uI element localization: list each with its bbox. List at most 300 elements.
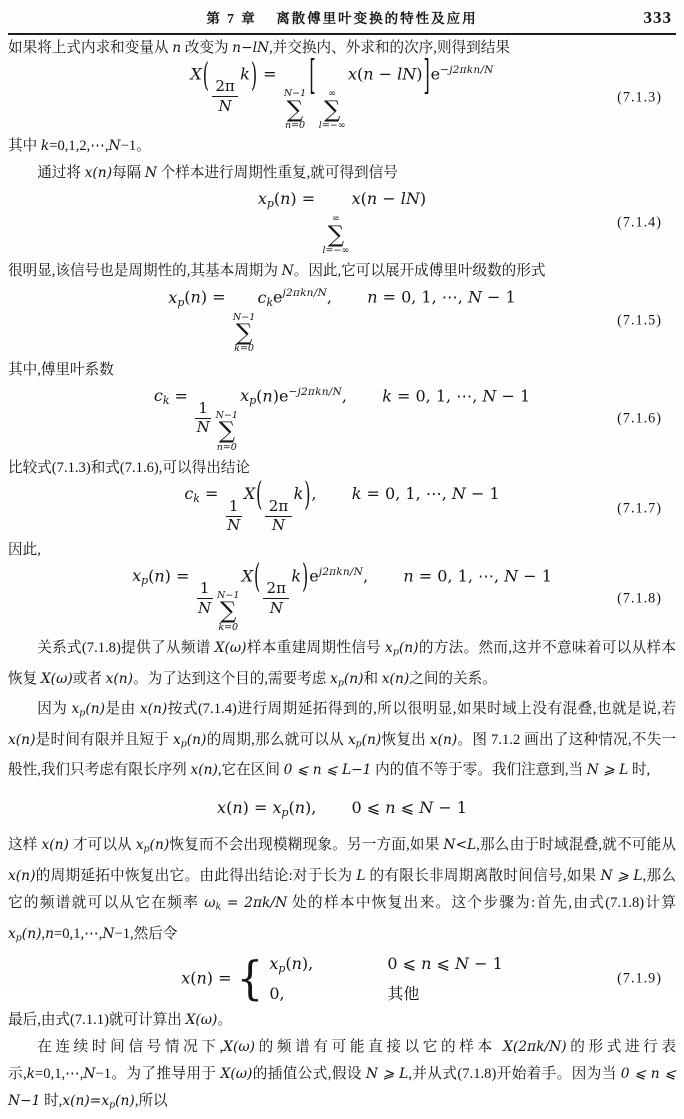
sigma-icon: ∑ xyxy=(324,96,341,123)
math-text: x xyxy=(351,189,361,209)
sigma-icon: ∑ xyxy=(220,598,237,625)
paragraph xyxy=(8,537,676,564)
big-delimiter-icon: ( xyxy=(202,54,209,94)
math-roman: ) xyxy=(419,189,427,209)
math-roman: ⩽ xyxy=(431,954,456,974)
math-text: ∞ xyxy=(328,88,337,100)
equation-body xyxy=(154,386,530,453)
chapter-label: 第 7 章 xyxy=(206,11,257,26)
math-roman: ) = xyxy=(206,968,237,988)
sigma-icon: ∑ xyxy=(235,319,253,346)
big-delimiter-icon: ] xyxy=(423,50,430,98)
math-text: n − lN xyxy=(363,64,417,84)
math-text: N xyxy=(102,925,115,942)
text-run: ,那么它的频谱就可以从它在频率 xyxy=(8,868,676,912)
math-text: xp xyxy=(132,566,149,588)
text-run: 其中 xyxy=(8,138,41,155)
math-roman: ( xyxy=(285,954,292,974)
math-roman: ( xyxy=(360,189,367,209)
cases-cell xyxy=(387,983,419,1005)
equation-number: (7.1.9) xyxy=(617,970,662,987)
equation-number: (7.1.4) xyxy=(617,214,662,231)
sigma-icon: ∑ xyxy=(327,221,345,248)
text-run: 的周期延拓中恢复出它。由此得出结论:对于长为 xyxy=(35,868,357,885)
chapter-title: 离散傅里叶变换的特性及应用 xyxy=(276,11,478,26)
math-roman: ( xyxy=(288,797,295,817)
math-roman: ( xyxy=(256,386,263,406)
math-roman: ) = xyxy=(200,287,231,307)
math-text: N−1 xyxy=(283,88,307,100)
text-run: 。因此,它可以展开成傅里叶级数的形式 xyxy=(293,263,546,280)
equation-body xyxy=(184,473,500,535)
paragraph xyxy=(8,133,676,160)
paragraph xyxy=(8,160,676,187)
math-text: X xyxy=(190,64,202,84)
paragraph xyxy=(8,1007,676,1034)
math-text: N−1 xyxy=(217,589,240,601)
math-roman: e xyxy=(430,64,441,84)
math-text: n xyxy=(280,189,291,209)
math-text: ck xyxy=(257,287,274,309)
math-text: N xyxy=(455,954,470,974)
paragraph xyxy=(8,696,676,784)
text-run: 才可以从 xyxy=(68,837,136,854)
math-roman: = 0, 1, ⋯, xyxy=(377,287,468,307)
equation xyxy=(8,953,676,1005)
equation-number: (7.1.7) xyxy=(617,500,662,517)
math-text: N xyxy=(467,287,482,307)
big-delimiter-icon: ( xyxy=(256,473,263,513)
subscript: p xyxy=(15,932,22,944)
text-run: 是由 xyxy=(104,701,140,718)
math-roman: 2π xyxy=(268,496,289,515)
math-text: ck xyxy=(184,483,200,505)
math-text: x(n) xyxy=(190,762,218,779)
math-roman: ( xyxy=(273,189,281,209)
equation-body xyxy=(217,798,467,819)
math-text: N xyxy=(451,483,466,503)
math-text: L xyxy=(356,868,366,885)
math-roman: ( xyxy=(226,797,233,817)
text-run: −1。 xyxy=(120,138,151,155)
equation xyxy=(8,556,676,633)
math-roman: 1 xyxy=(198,398,208,417)
math-roman: , xyxy=(326,287,332,307)
math-text: xp(n) xyxy=(347,731,382,750)
math-text: n xyxy=(367,287,378,307)
math-roman: ⩽ xyxy=(395,797,420,817)
denominator xyxy=(272,517,285,535)
math-text: N xyxy=(83,1066,96,1083)
text-run: 比较式(7.1.3)和式(7.1.6),可以得出结论 xyxy=(8,459,250,476)
math-text: xp xyxy=(168,287,185,309)
math-roman: , xyxy=(311,483,317,503)
subscript: k xyxy=(162,394,170,408)
math-text: k=0 xyxy=(234,343,254,355)
math-text: x(n) xyxy=(105,670,134,687)
denominator xyxy=(198,599,211,617)
subscript: p xyxy=(337,677,344,689)
subscript: p xyxy=(177,295,185,309)
math-text: xp xyxy=(272,797,289,819)
math-text: X(ω) xyxy=(214,639,247,656)
page-number: 333 xyxy=(643,8,672,27)
text-run: 的插值公式,假设 xyxy=(252,1066,366,1083)
subscript: p xyxy=(278,962,286,976)
math-text: N ⩾ L xyxy=(365,1066,409,1083)
cases-group xyxy=(237,953,503,1005)
equation-body xyxy=(168,287,515,354)
math-text: N xyxy=(144,165,157,182)
math-text: N−1 xyxy=(215,409,238,421)
math-roman: − 1 xyxy=(496,386,531,406)
text-run: ,并交换内、外求和的次序,则得到结果 xyxy=(269,40,510,56)
document-body xyxy=(8,35,676,1119)
fraction xyxy=(195,400,211,437)
math-text: n xyxy=(196,968,207,988)
text-run: −1,然后令 xyxy=(114,925,178,942)
math-text: N xyxy=(196,418,210,437)
paragraph xyxy=(8,1034,676,1119)
math-roman: ( xyxy=(148,566,155,586)
math-roman: , xyxy=(341,386,348,406)
subscript: p xyxy=(249,394,257,408)
math-roman: = 0, 1, ⋯, xyxy=(391,386,483,406)
math-roman: − 1 xyxy=(469,954,503,974)
math-text: xp(n) xyxy=(172,731,207,750)
math-roman: , xyxy=(363,566,369,586)
math-text: k xyxy=(40,138,50,155)
math-roman: ( xyxy=(184,287,191,307)
text-run: 。图 7.1.2 画出了这种情况,不失一般性,我们只考虑有限长序列 xyxy=(8,731,676,779)
text-run: 是时间有限并且短于 xyxy=(35,731,173,748)
math-text: j2πkn/N xyxy=(282,287,327,300)
sigma-icon: ∑ xyxy=(218,418,235,445)
math-text: n xyxy=(232,797,243,817)
numerator xyxy=(197,580,213,599)
math-text: x(n) xyxy=(8,731,36,748)
math-text: n xyxy=(190,287,201,307)
math-text: X(ω) xyxy=(220,1066,253,1083)
math-roman: − 1 xyxy=(518,566,552,586)
equation-number: (7.1.3) xyxy=(617,89,662,106)
math-text: n xyxy=(291,954,302,974)
fraction xyxy=(263,580,289,617)
equation-number: (7.1.6) xyxy=(617,410,662,427)
math-text: n=0 xyxy=(216,441,237,453)
math-roman: ) = xyxy=(164,566,195,586)
math-text: xp(n) xyxy=(135,837,170,856)
big-delimiter-icon: ) xyxy=(304,473,311,513)
math-text: xp(n) xyxy=(385,639,419,658)
math-text: X(ω) xyxy=(40,670,73,687)
text-run: 因为 xyxy=(37,701,72,718)
math-roman: = xyxy=(258,64,282,84)
paragraph xyxy=(8,832,676,951)
math-roman: − 1 xyxy=(465,483,500,503)
text-run: 样本重建周期性信号 xyxy=(246,639,386,656)
text-run: ,那么由于时域混叠,就不可能从 xyxy=(476,837,676,854)
math-text: l=−∞ xyxy=(318,119,346,131)
math-text: n xyxy=(172,40,182,56)
math-roman: )e xyxy=(272,386,289,406)
text-run: 恢复而不会出现模糊现象。另一方面,如果 xyxy=(169,837,444,854)
text-run: 个样本进行周期性重复,就可得到信号 xyxy=(157,165,398,182)
text-run: 改变为 xyxy=(181,40,233,56)
math-roman: ) xyxy=(416,64,423,84)
math-roman: ), xyxy=(301,954,314,974)
math-text: X xyxy=(243,483,256,503)
math-text: N xyxy=(482,386,497,406)
subscript: p xyxy=(141,574,149,588)
text-run: 因此, xyxy=(8,541,41,558)
math-text: x(n) xyxy=(84,165,113,182)
subscript: p xyxy=(281,806,289,819)
paragraph xyxy=(8,35,676,62)
text-run: 或者 xyxy=(72,670,106,687)
math-roman: 0, xyxy=(269,984,285,1004)
math-text: N xyxy=(108,138,121,155)
text-run: 按式(7.1.4)进行周期延拓得到的,所以很明显,如果时域上没有混叠,也就是说,若 xyxy=(167,701,676,718)
math-roman: ( xyxy=(356,64,364,84)
big-delimiter-icon: [ xyxy=(309,50,316,98)
denominator xyxy=(270,599,283,617)
denominator xyxy=(197,419,210,437)
cases-cell xyxy=(387,953,502,980)
math-roman: = xyxy=(199,483,224,503)
equation xyxy=(8,189,676,256)
math-text: n xyxy=(154,566,165,586)
math-roman: ), xyxy=(305,797,317,817)
text-run: 内的值不等于零。我们注意到,当 xyxy=(371,762,587,779)
math-text: x(n) xyxy=(429,731,458,748)
math-text: k xyxy=(382,386,392,406)
subscript: k xyxy=(215,901,222,913)
math-roman: 0 ⩽ xyxy=(387,954,422,974)
fraction xyxy=(265,498,291,535)
equation xyxy=(8,473,676,535)
math-text: n=0 xyxy=(284,119,306,131)
denominator xyxy=(218,97,231,115)
equation-body xyxy=(181,953,503,1005)
text-run: 最后,由式(7.1.1)就可计算出 xyxy=(8,1012,186,1029)
math-text: j2πkn/N xyxy=(318,565,364,578)
text-run: 的方法。然而,这并不意味着可以从样本恢复 xyxy=(8,639,677,687)
fraction xyxy=(197,580,213,617)
text-run: =0,1,2,⋯, xyxy=(49,138,109,155)
big-delimiter-icon: ( xyxy=(253,556,261,596)
equation-number: (7.1.8) xyxy=(617,590,662,607)
math-roman: ( xyxy=(190,968,197,988)
subscript: k xyxy=(266,295,274,309)
text-run: 很明显,该信号也是周期性的,其基本周期为 xyxy=(8,263,282,280)
equation-body xyxy=(132,556,552,633)
math-text: x xyxy=(217,797,227,817)
summation xyxy=(217,591,239,633)
summation xyxy=(284,89,306,131)
math-text: 0 ⩽ n ⩽ N−1 xyxy=(8,1066,676,1110)
math-text: xp xyxy=(269,954,286,976)
math-text: −j2πkn/N xyxy=(440,64,494,76)
math-text: X xyxy=(241,566,253,586)
math-roman: = 0, 1, ⋯, xyxy=(361,483,452,503)
numerator xyxy=(263,580,289,599)
subscript: k xyxy=(193,491,200,505)
math-text: N xyxy=(271,516,286,535)
cases-rows xyxy=(269,953,502,1005)
math-roman: 2π xyxy=(266,578,286,597)
text-run: 时, xyxy=(40,1093,63,1110)
math-text: n xyxy=(403,566,414,586)
subscript: p xyxy=(109,1100,116,1112)
cases-cell xyxy=(269,953,387,980)
numerator xyxy=(226,498,242,517)
subscript: p xyxy=(180,738,187,750)
text-run: 的频谱有可能直接以它的样本 xyxy=(255,1039,504,1056)
header-title-group xyxy=(82,7,602,27)
numerator xyxy=(195,400,211,419)
math-roman: 2π xyxy=(215,77,235,96)
math-text: N xyxy=(227,516,241,535)
math-text: ωk = 2πk/N xyxy=(204,895,288,913)
sigma-icon: ∑ xyxy=(286,96,304,123)
math-text: xp(n) xyxy=(71,701,105,719)
math-text: N ⩾ L xyxy=(600,868,643,885)
math-text: x(n) xyxy=(381,670,410,687)
math-roman: 0 ⩽ xyxy=(351,797,386,817)
text-run: 恢复出 xyxy=(381,731,430,748)
text-run: 如果将上式内求和变量从 xyxy=(8,40,173,56)
text-run: 这样 xyxy=(8,837,42,854)
paragraph xyxy=(8,258,676,285)
equation-body xyxy=(190,50,494,131)
subscript: p xyxy=(355,738,362,750)
text-run: 之间的关系。 xyxy=(409,670,497,687)
summation xyxy=(233,313,255,355)
text-run: 和 xyxy=(363,670,382,687)
text-run: =0,1,⋯, xyxy=(54,925,103,942)
math-text: k xyxy=(293,483,304,503)
math-text: xp(n) xyxy=(330,670,364,689)
paragraph xyxy=(8,455,676,482)
math-roman: ) = xyxy=(242,797,273,817)
math-roman: 其他 xyxy=(387,984,420,1004)
equation-number: (7.1.5) xyxy=(617,312,662,329)
math-text: N−1 xyxy=(232,311,256,323)
math-text: l=−∞ xyxy=(322,244,350,256)
text-run: 每隔 xyxy=(112,165,145,182)
math-text: x(n) xyxy=(139,701,168,718)
math-text: X(ω) xyxy=(223,1039,256,1056)
math-text: N xyxy=(281,263,294,280)
math-roman: 1 xyxy=(199,578,210,597)
text-run: 通过将 xyxy=(37,165,85,182)
math-text: ∞ xyxy=(331,213,340,225)
math-text: k xyxy=(291,566,302,586)
math-roman: e xyxy=(273,287,283,307)
math-roman: = 0, 1, ⋯, xyxy=(413,566,505,586)
math-roman: = xyxy=(169,386,194,406)
subscript: p xyxy=(392,646,399,658)
numerator xyxy=(212,78,238,97)
equation xyxy=(8,50,676,131)
math-text: k xyxy=(240,64,250,84)
cases-row xyxy=(269,983,502,1005)
text-run: 。为了达到这个目的,需要考虑 xyxy=(133,670,331,687)
math-text: N<L xyxy=(443,837,477,854)
text-run: 。 xyxy=(217,1012,233,1029)
text-run: 在连续时间信号情况下, xyxy=(37,1039,224,1056)
text-run: , xyxy=(41,925,46,942)
text-run: 的形式进行表示, xyxy=(8,1039,676,1083)
math-text: N xyxy=(419,797,434,817)
equation xyxy=(8,786,676,830)
subscript: p xyxy=(266,197,274,211)
summation xyxy=(322,214,349,256)
paragraph xyxy=(8,635,676,696)
text-run: 时, xyxy=(628,762,651,779)
math-roman: − 1 xyxy=(481,287,516,307)
text-run: =0,1,⋯, xyxy=(35,1066,84,1083)
math-text: ck xyxy=(153,386,170,408)
math-text: 0 ⩽ n ⩽ L−1 xyxy=(283,762,372,779)
math-roman: ) = xyxy=(290,189,321,209)
math-text: n − lN xyxy=(366,189,420,209)
math-text: n xyxy=(294,797,306,817)
math-text: n xyxy=(262,386,273,406)
text-run: 其中,傅里叶系数 xyxy=(8,361,114,378)
brace-icon: { xyxy=(236,952,264,1006)
math-text: k xyxy=(351,483,362,503)
fraction xyxy=(226,498,242,535)
summation xyxy=(216,411,238,453)
equation-body xyxy=(258,189,426,256)
math-text: xp xyxy=(257,189,274,211)
math-text: −j2πkn/N xyxy=(288,385,342,398)
math-roman: − 1 xyxy=(433,797,467,817)
text-run: 的周期,那么就可以从 xyxy=(206,731,348,748)
subscript: p xyxy=(143,844,150,856)
paragraph xyxy=(8,357,676,384)
math-roman: 1 xyxy=(228,496,239,515)
math-text: N xyxy=(218,96,232,115)
equation xyxy=(8,386,676,453)
math-text: n xyxy=(45,925,55,942)
math-text: N ⩾ L xyxy=(586,762,629,779)
text-run: ,所以 xyxy=(134,1093,168,1110)
big-delimiter-icon: ) xyxy=(250,54,258,94)
math-text: X(2πk/N) xyxy=(503,1039,567,1056)
math-text: x(n)=xp(n) xyxy=(62,1093,135,1112)
math-text: N xyxy=(504,566,519,586)
denominator xyxy=(227,517,240,535)
fraction xyxy=(212,78,238,115)
subscript: p xyxy=(79,707,86,719)
text-run: 的有限长非周期离散时间信号,如果 xyxy=(365,868,601,885)
math-text: n−lN xyxy=(232,40,270,56)
text-run: 处的样本中恢复出来。这个步骤为:首先,由式(7.1.8)计算 xyxy=(287,895,677,912)
math-text: N xyxy=(269,598,283,617)
math-text: k xyxy=(26,1066,36,1083)
cases-row xyxy=(269,953,502,980)
math-text: x xyxy=(181,968,191,988)
big-delimiter-icon: ) xyxy=(302,556,309,596)
equation xyxy=(8,287,676,354)
math-text: xp xyxy=(240,386,257,408)
text-run: ,并从式(7.1.8)开始着手。因为当 xyxy=(408,1066,621,1083)
math-text: x(n) xyxy=(8,868,36,885)
math-roman: e xyxy=(309,566,319,586)
